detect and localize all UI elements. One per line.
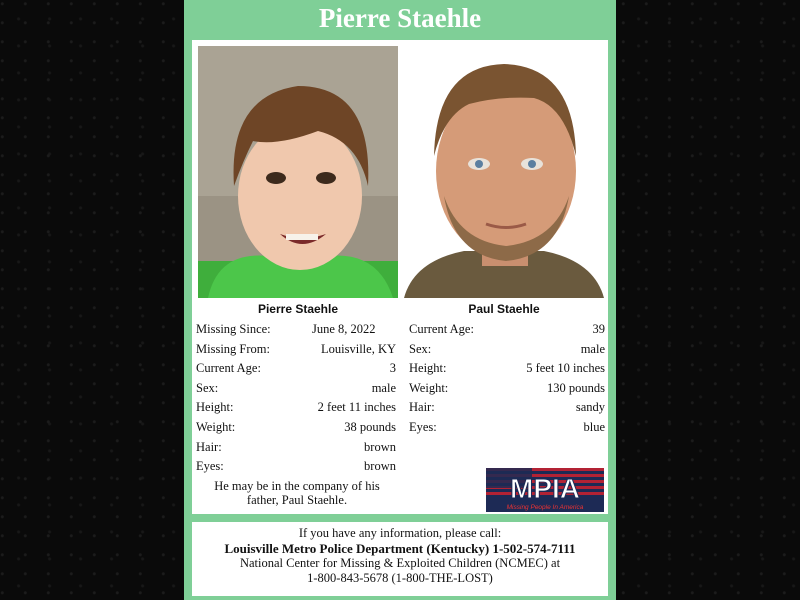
- father-detail-row: [409, 379, 605, 399]
- detail-value: blue: [583, 419, 605, 434]
- child-detail-row: [196, 398, 396, 418]
- father-detail-row: [409, 418, 605, 438]
- missing-person-poster: [184, 0, 616, 600]
- detail-label: Missing From:: [196, 341, 270, 356]
- father-details: [409, 320, 605, 438]
- logo-tagline: Missing People In America: [506, 504, 584, 511]
- child-detail-row: [196, 359, 396, 379]
- detail-value: sandy: [575, 400, 605, 415]
- note-line: He may be in the company of his: [214, 479, 380, 493]
- child-detail-row: [196, 379, 396, 399]
- child-detail-row: [196, 340, 396, 360]
- contact-line: If you have any information, please call:: [298, 526, 502, 540]
- detail-label: Hair:: [409, 400, 435, 415]
- father-photo: [404, 46, 604, 298]
- father-detail-row: [409, 320, 605, 340]
- detail-value: 39: [592, 322, 605, 336]
- child-details: [196, 320, 396, 477]
- poster-title: Pierre Staehle: [318, 3, 482, 33]
- father-detail-row: [409, 398, 605, 418]
- detail-label: Hair:: [196, 439, 222, 454]
- detail-label: Eyes:: [196, 459, 224, 474]
- detail-value: Louisville, KY: [321, 341, 396, 356]
- detail-value: brown: [364, 459, 396, 474]
- detail-value: brown: [364, 439, 396, 454]
- detail-value: 38 pounds: [344, 419, 396, 434]
- child-name: Pierre Staehle: [257, 302, 339, 316]
- child-detail-row: [196, 438, 396, 458]
- contact-line: 1-800-843-5678 (1-800-THE-LOST): [307, 571, 493, 585]
- logo-text: MPIA: [510, 473, 580, 504]
- contact-line: National Center for Missing & Exploited Children (NCMEC) at: [239, 556, 561, 570]
- detail-label: Weight:: [409, 380, 449, 395]
- detail-value: 130 pounds: [547, 380, 605, 395]
- company-note: [202, 479, 392, 507]
- detail-label: Current Age:: [196, 361, 261, 376]
- detail-value: June 8, 2022: [312, 322, 376, 336]
- detail-value: male: [371, 380, 396, 395]
- child-detail-row: [196, 418, 396, 438]
- child-detail-row: [196, 457, 396, 477]
- child-detail-row: [196, 320, 396, 340]
- detail-value: 2 feet 11 inches: [317, 400, 396, 415]
- detail-label: Sex:: [409, 341, 432, 356]
- detail-value: 3: [389, 361, 396, 376]
- child-photo: [198, 46, 398, 298]
- detail-value: 5 feet 10 inches: [526, 361, 605, 376]
- detail-label: Sex:: [196, 380, 219, 395]
- detail-label: Weight:: [196, 419, 236, 434]
- detail-label: Missing Since:: [196, 322, 271, 336]
- detail-value: male: [580, 341, 605, 356]
- detail-label: Height:: [196, 400, 234, 415]
- father-detail-row: [409, 340, 605, 360]
- detail-label: Current Age:: [409, 322, 474, 336]
- detail-label: Eyes:: [409, 419, 437, 434]
- note-line: father, Paul Staehle.: [246, 493, 348, 507]
- mpia-logo: [486, 468, 604, 512]
- police-contact: Louisville Metro Police Department (Kentucky) 1-502-574-7111: [224, 541, 576, 556]
- father-detail-row: [409, 359, 605, 379]
- contact-info: [192, 522, 608, 596]
- details-panel: [192, 40, 608, 514]
- father-name: Paul Staehle: [468, 302, 540, 316]
- detail-label: Height:: [409, 361, 447, 376]
